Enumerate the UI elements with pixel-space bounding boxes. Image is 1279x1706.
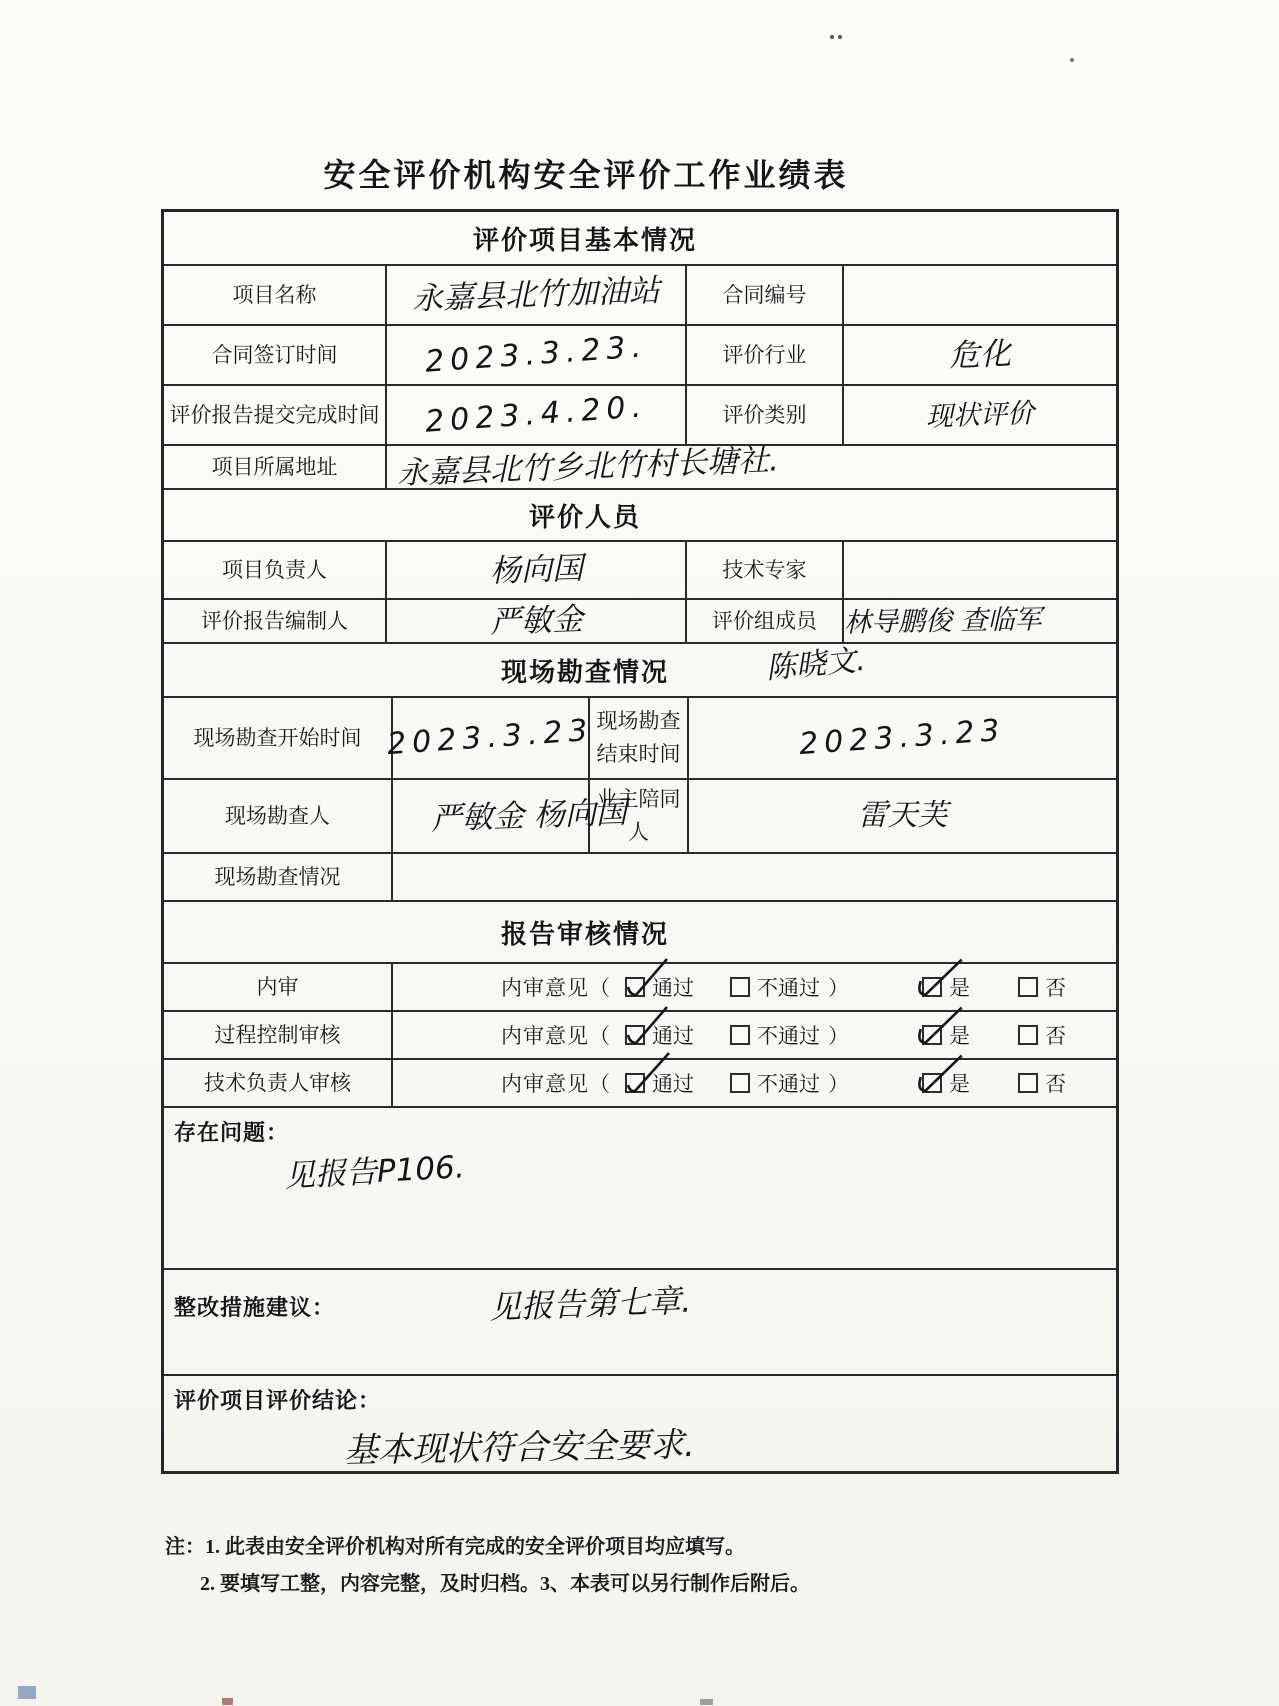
opinion-suffix: ） <box>828 976 850 1000</box>
yes-label: 是 <box>949 976 970 1000</box>
report-date-label: 评价报告提交完成时间 <box>169 402 380 427</box>
no-checkbox <box>1018 1025 1038 1045</box>
survey-situation-value <box>391 854 1116 900</box>
section-title: 现场勘查情况 <box>500 657 669 687</box>
section-header-personnel <box>164 488 1116 540</box>
pass-label: 通过 <box>652 976 694 1000</box>
conclusion-label: 评价项目评价结论： <box>174 1388 382 1413</box>
problems-value: 见报告P106. <box>283 1149 466 1195</box>
table-row-survey-time <box>164 696 1116 778</box>
fail-checkbox <box>730 977 750 997</box>
category-value: 现状评价 <box>842 386 1116 444</box>
technical-audit-label: 技术负责人审核 <box>204 1070 351 1095</box>
document-title: 安全评价机构安全评价工作业绩表 <box>323 157 849 193</box>
writer-value: 严敏金 <box>385 600 685 642</box>
section-title: 评价人员 <box>528 502 641 532</box>
report-date-value: 2023.4.20. <box>385 386 685 444</box>
members-label: 评价组成员 <box>685 600 842 642</box>
table-row-leader <box>164 540 1116 598</box>
table-row-writer <box>164 598 1116 642</box>
scan-artifact-dots <box>830 26 856 32</box>
problems-row <box>164 1106 1116 1268</box>
no-label: 否 <box>1045 976 1066 1000</box>
suggestions-cell <box>164 1270 1116 1374</box>
industry-label: 评价行业 <box>685 326 842 384</box>
suggestions-value: 见报告第七章. <box>488 1281 692 1327</box>
conclusion-row <box>164 1374 1116 1471</box>
conclusion-value: 基本现状符合安全要求. <box>343 1424 696 1472</box>
opinion-prefix: 内审意见（ <box>501 1024 611 1048</box>
opinion-suffix: ） <box>828 1072 850 1096</box>
fail-checkbox <box>730 1025 750 1045</box>
expert-label: 技术专家 <box>685 542 842 598</box>
pass-label: 通过 <box>652 1024 694 1048</box>
fail-label: 不通过 <box>757 976 820 1000</box>
section-header-survey <box>164 642 1116 696</box>
table-row-report-date <box>164 384 1116 444</box>
contract-no-label: 合同编号 <box>685 266 842 324</box>
yes-label: 是 <box>949 1072 970 1096</box>
surveyor-label: 现场勘查人 <box>225 803 330 828</box>
scan-artifact-speck <box>18 1686 36 1699</box>
address-value: 永嘉县北竹乡北竹村长塘社. <box>385 446 1116 488</box>
conclusion-cell <box>164 1376 1116 1471</box>
survey-end-label: 现场勘查结束时间 <box>588 698 687 778</box>
yes-checkbox <box>922 1025 942 1045</box>
internal-audit-opinion <box>391 964 1116 1010</box>
fail-label: 不通过 <box>757 1072 820 1096</box>
section-title: 报告审核情况 <box>500 919 669 949</box>
fail-label: 不通过 <box>757 1024 820 1048</box>
survey-start-value: 2023.3.23 <box>391 698 588 778</box>
scan-artifact-dot <box>1070 58 1074 62</box>
survey-start-label: 现场勘查开始时间 <box>193 725 362 750</box>
survey-situation-label: 现场勘查情况 <box>214 864 341 889</box>
leader-label: 项目负责人 <box>222 557 327 582</box>
leader-value: 杨向国 <box>385 542 685 598</box>
table-row-project-name <box>164 264 1116 324</box>
no-label: 否 <box>1045 1072 1066 1096</box>
technical-audit-opinion <box>391 1060 1116 1106</box>
yes-checkbox <box>922 1073 942 1093</box>
suggestions-label: 整改措施建议： <box>174 1295 336 1320</box>
project-name-value: 永嘉县北竹加油站 <box>385 266 685 324</box>
scan-artifact-speck <box>700 1699 713 1705</box>
address-label: 项目所属地址 <box>211 454 338 479</box>
opinion-prefix: 内审意见（ <box>501 976 611 1000</box>
no-checkbox <box>1018 1073 1038 1093</box>
pass-checkbox <box>625 1073 645 1093</box>
problems-cell <box>164 1108 1116 1268</box>
pass-checkbox <box>625 977 645 997</box>
internal-audit-label: 内审 <box>256 974 299 999</box>
writer-label: 评价报告编制人 <box>201 608 348 633</box>
surveyor-value: 严敏金 杨向国 <box>391 780 588 852</box>
yes-label: 是 <box>949 1024 970 1048</box>
contract-date-value: 2023.3.23. <box>385 326 685 384</box>
process-audit-opinion <box>391 1012 1116 1058</box>
problems-label: 存在问题： <box>174 1120 290 1145</box>
pass-checkbox <box>625 1025 645 1045</box>
section-title: 评价项目基本情况 <box>472 225 697 255</box>
members-value: 林导鹏俊 查临军 <box>842 600 1116 642</box>
review-row-internal <box>164 962 1116 1010</box>
pass-label: 通过 <box>652 1072 694 1096</box>
section-header-basic <box>164 212 1116 264</box>
performance-table <box>161 209 1119 1474</box>
note-line-1: 注：1. 此表由安全评价机构对所有完成的安全评价项目均应填写。 <box>165 1536 745 1558</box>
footer-notes <box>165 1529 1145 1603</box>
review-row-technical <box>164 1058 1116 1106</box>
contract-date-label: 合同签订时间 <box>211 342 338 367</box>
no-checkbox <box>1018 977 1038 997</box>
survey-end-value: 2023.3.23 <box>687 698 1116 778</box>
review-row-process <box>164 1010 1116 1058</box>
table-row-contract-date <box>164 324 1116 384</box>
escort-label: 业主陪同人 <box>588 780 687 852</box>
table-row-surveyor <box>164 778 1116 852</box>
suggestions-row <box>164 1268 1116 1374</box>
yes-checkbox <box>922 977 942 997</box>
table-row-survey-situation <box>164 852 1116 900</box>
table-row-address <box>164 441 1116 492</box>
fail-checkbox <box>730 1073 750 1093</box>
no-label: 否 <box>1045 1024 1066 1048</box>
scan-artifact-speck <box>222 1698 233 1705</box>
contract-no-value <box>842 266 1116 324</box>
process-audit-label: 过程控制审核 <box>214 1022 341 1047</box>
opinion-suffix: ） <box>828 1024 850 1048</box>
expert-value <box>842 542 1116 598</box>
category-label: 评价类别 <box>685 386 842 444</box>
project-name-label: 项目名称 <box>232 282 317 307</box>
members-overflow-handwriting: 陈晓文. <box>764 642 867 687</box>
industry-value: 危化 <box>842 326 1116 384</box>
opinion-prefix: 内审意见（ <box>501 1072 611 1096</box>
escort-value: 雷天芙 <box>687 780 1116 852</box>
section-header-review <box>164 900 1116 962</box>
note-line-2: 2. 要填写工整，内容完整，及时归档。3、本表可以另行制作后附后。 <box>200 1573 810 1595</box>
